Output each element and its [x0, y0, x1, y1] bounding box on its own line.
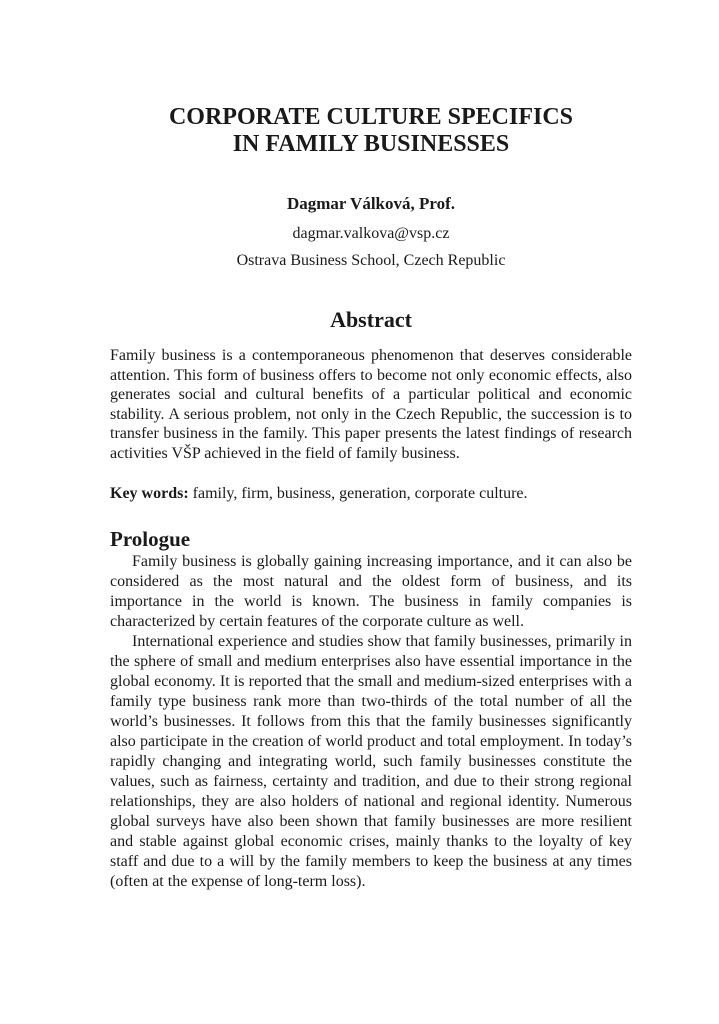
title-line-1: CORPORATE CULTURE SPECIFICS	[168, 104, 574, 130]
keywords-label: Key words:	[110, 485, 189, 502]
author-affiliation: Ostrava Business School, Czech Republic	[236, 252, 506, 269]
prologue-paragraph: Family business is globally gaining increasing importance, and it can also be considered as the most natural and the oldest form of business, and its importance in the world is known. The business in family companies is characterized by certain features of the corporate culture as well.	[110, 553, 632, 630]
author-name: Dagmar Válková, Prof.	[286, 194, 456, 213]
keywords-list: family, firm, business, generation, corporate culture.	[192, 485, 528, 502]
abstract-heading: Abstract	[330, 307, 412, 332]
paper-title	[110, 104, 632, 158]
prologue-heading: Prologue	[110, 527, 191, 551]
keywords	[110, 484, 632, 504]
prologue-body	[110, 552, 632, 892]
title-line-2: IN FAMILY BUSINESSES	[232, 131, 510, 157]
author-email: dagmar.valkova@vsp.cz	[292, 225, 450, 242]
prologue-paragraph: International experience and studies show that family businesses, primarily in the sphere of small and medium enterprises also have essential importance in the global economy. It is reported that the small and medium-sized enterprises with a family type business rank more than two-thirds of the total number of all the world’s businesses. It follows from this that the family businesses significantly also participate in the creation of world product and total employment. In today’s rapidly changing and integrating world, such family businesses constitute the values, such as fairness, certainty and tradition, and due to their strong regional relationships, they are also holders of national and regional identity. Numerous global surveys have also been shown that family businesses are more resilient and stable against global economic crises, mainly thanks to the loyalty of key staff and due to a will by the family members to keep the business at any times (often at the expense of long-term loss).	[110, 633, 632, 890]
abstract-text: Family business is a contemporaneous phenomenon that deserves considerable attention. This form of business offers to become not only economic effects, also generates social and cultural benefits of a particular political and economic stability. A serious problem, not only in the Czech Republic, the succession is to transfer business in the family. This paper presents the latest findings of research activities VŠP achieved in the field of family business.	[110, 347, 632, 462]
